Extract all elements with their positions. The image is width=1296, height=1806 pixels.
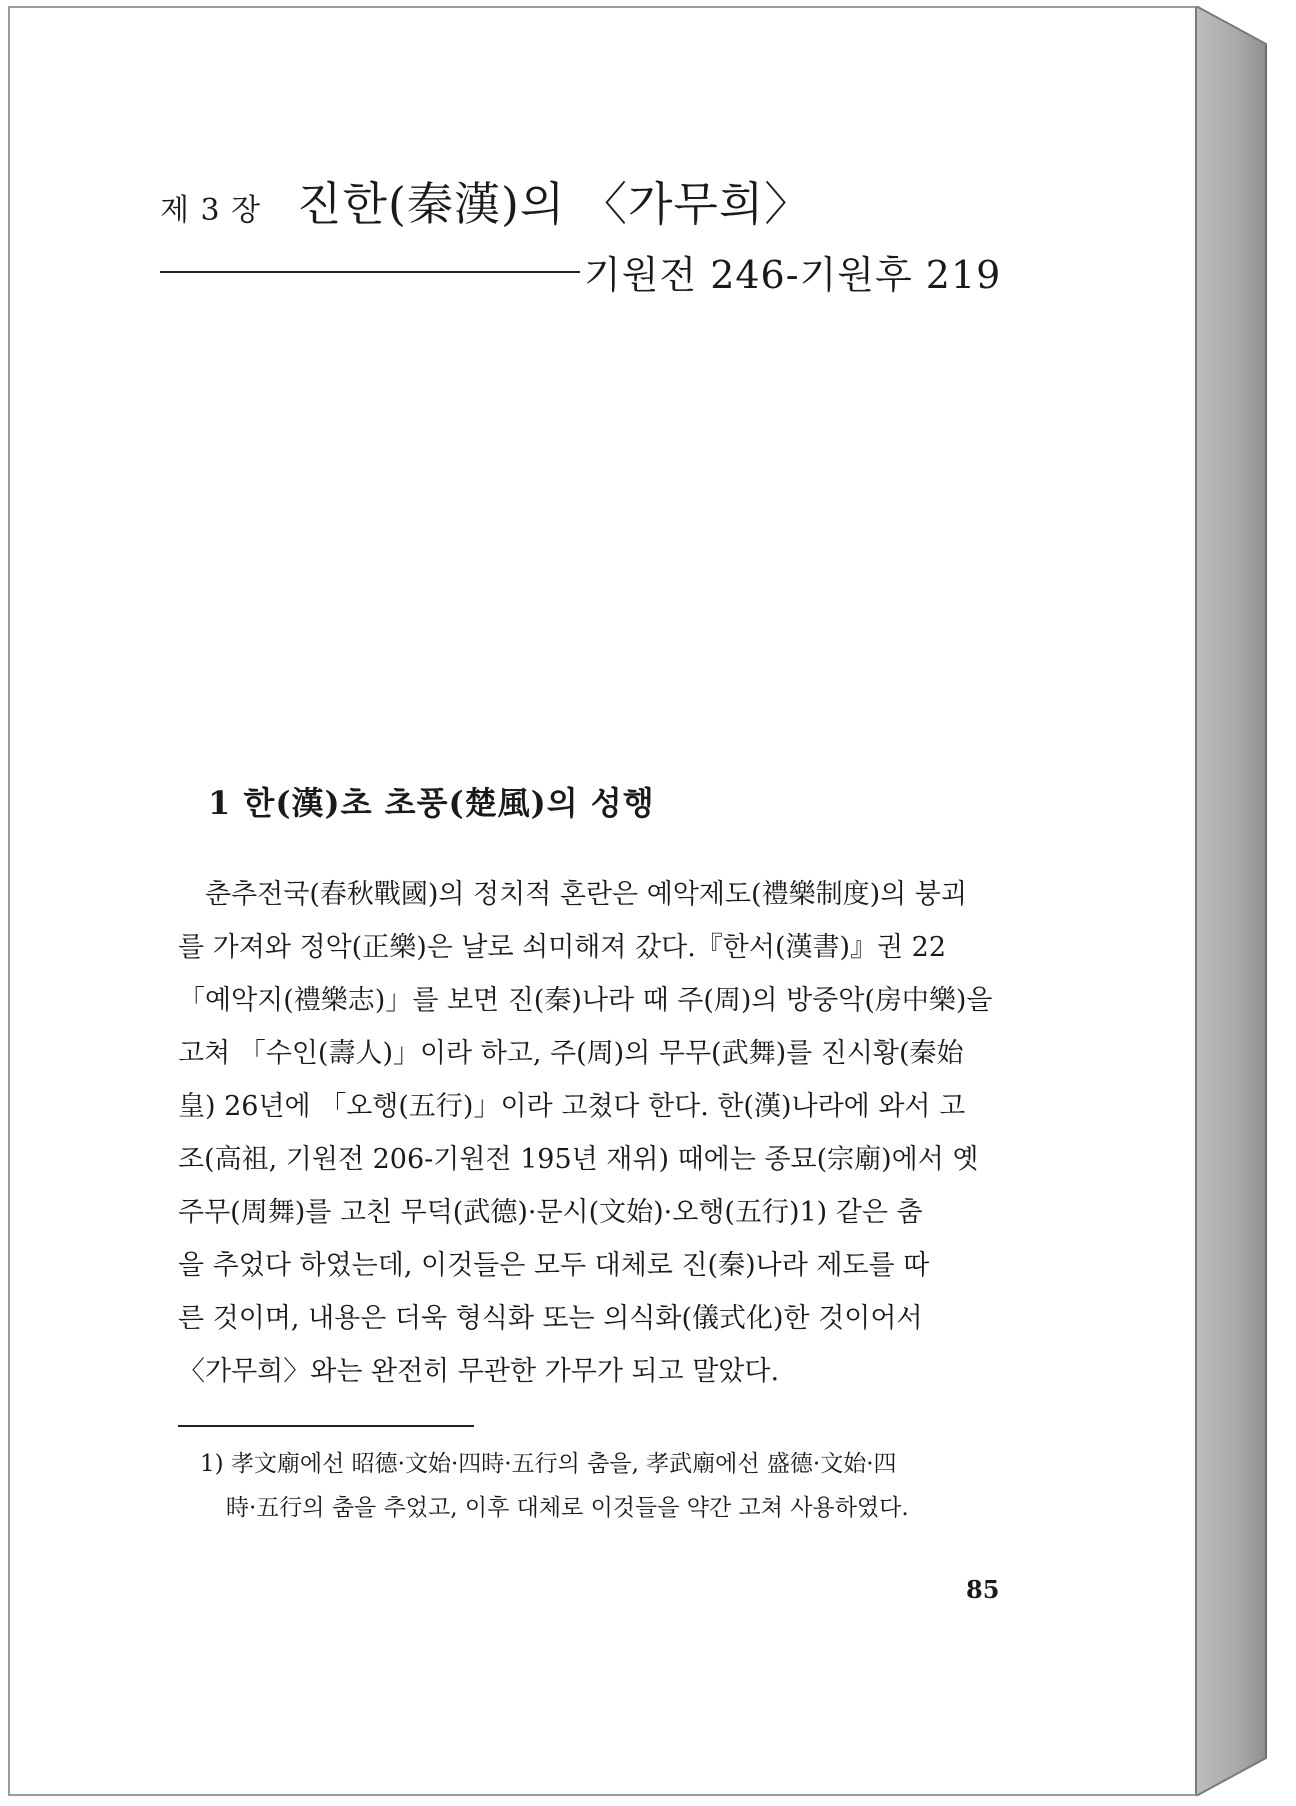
footnote <box>200 1442 1018 1530</box>
chapter-subtitle: 기원전 246-기원후 219 <box>584 253 1002 297</box>
chapter-header <box>160 168 1020 299</box>
subtitle-rule <box>160 271 580 273</box>
page-number: 85 <box>966 1575 1000 1604</box>
section-heading: 1 한(漢)초 초풍(楚風)의 성행 <box>208 784 655 822</box>
body-line: 조(高祖, 기원전 206-기원전 195년 재위) 때에는 종묘(宗廟)에서 옛 <box>178 1144 979 1175</box>
body-line: 를 가져와 정악(正樂)은 날로 쇠미해져 갔다.『한서(漢書)』권 22 <box>178 932 947 963</box>
footnote-rule <box>178 1425 474 1427</box>
body-line: 른 것이며, 내용은 더욱 형식화 또는 의식화(儀式化)한 것이어서 <box>178 1303 923 1334</box>
footnote-line: 時·五行의 춤을 추었고, 이후 대체로 이것들을 약간 고쳐 사용하였다. <box>226 1495 909 1521</box>
body-paragraph <box>178 868 1018 1398</box>
body-line: 「예악지(禮樂志)」를 보면 진(秦)나라 때 주(周)의 방중악(房中樂)을 <box>178 985 993 1016</box>
footnote-line: 1) 孝文廟에선 昭德·文始·四時·五行의 춤을, 孝武廟에선 盛德·文始·四 <box>200 1451 897 1477</box>
chapter-title: 진한(秦漢)의 〈가무희〉 <box>297 177 812 231</box>
body-line: 〈가무희〉와는 완전히 무관한 가무가 되고 말았다. <box>178 1356 780 1387</box>
body-line: 고쳐 「수인(壽人)」이라 하고, 주(周)의 무무(武舞)를 진시황(秦始 <box>178 1038 964 1069</box>
book-edge-3d <box>1196 6 1286 1796</box>
body-line: 皇) 26년에 「오행(五行)」이라 고쳤다 한다. 한(漢)나라에 와서 고 <box>178 1091 966 1122</box>
body-line: 춘추전국(春秋戰國)의 정치적 혼란은 예악제도(禮樂制度)의 붕괴 <box>205 879 967 910</box>
body-line: 을 추었다 하였는데, 이것들은 모두 대체로 진(秦)나라 제도를 따 <box>178 1250 930 1281</box>
chapter-label: 제 3 장 <box>160 193 262 228</box>
body-line: 주무(周舞)를 고친 무덕(武德)·문시(文始)·오행(五行)1) 같은 춤 <box>178 1197 923 1228</box>
